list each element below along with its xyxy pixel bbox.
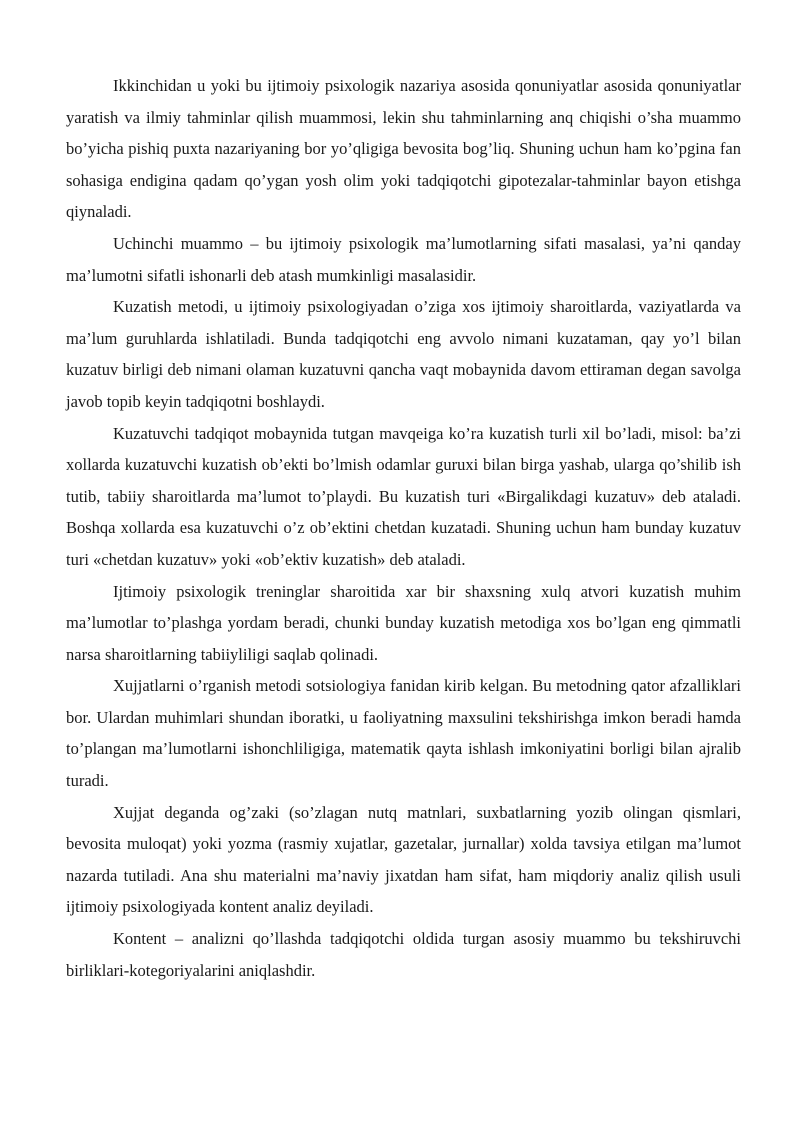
paragraph-4: Kuzatuvchi tadqiqot mobaynida tutgan mavqeiga ko’ra kuzatish turli xil bo’ladi, misol: ba’zi xollarda kuzatuvchi kuzatish ob’ekti bo’lmish odamlar guruxi bilan birga yashab, ularga qo’shilib ish tutib, tabiiy sharoitlarda ma’lumot to’playdi. Bu kuzatish turi «Birgalikdagi kuzatuv» deb ataladi. Boshqa xollarda esa kuzatuvchi o’z ob’ektini chetdan kuzatadi. Shuning uchun ham bunday kuzatuv turi «chetdan kuzatuv» yoki «ob’ektiv kuzatish» deb ataladi. [66, 423, 741, 569]
paragraph-1: Ikkinchidan u yoki bu ijtimoiy psixologik nazariya asosida qonuniyatlar asosida qonuniyatlar yaratish va ilmiy tahminlar qilish muammosi, lekin shu tahminlarning anq chiqishi o’sha muammo bo’yicha pishiq puxta nazariyaning bor yo’qligiga bevosita bog’liq. Shuning uchun ham ko’pgina fan sohasiga endigina qadam qo’ygan yosh olim yoki tadqiqotchi gipotezalar-tahminlar bayon etishga qiynaladi. [66, 76, 741, 222]
paragraph-5: Ijtimoiy psixologik treninglar sharoitida xar bir shaxsning xulq atvori kuzatish muhim ma’lumotlar to’plashga yordam beradi, chunki bunday kuzatish metodiga xos bo’lgan eng qimmatli narsa sharoitlarning tabiiyliligi saqlab qolinadi. [66, 581, 741, 664]
paragraph-3: Kuzatish metodi, u ijtimoiy psixologiyadan o’ziga xos ijtimoiy sharoitlarda, vaziyatlarda va ma’lum guruhlarda ishlatiladi. Bunda tadqiqotchi eng avvolo nimani kuzataman, qay yo’l bilan kuzatuv birligi deb nimani olaman kuzatuvni qancha vaqt mobaynida davom ettiraman degan savolga javob topib keyin tadqiqotni boshlaydi. [66, 297, 741, 411]
paragraph-2: Uchinchi muammo – bu ijtimoiy psixologik ma’lumotlarning sifati masalasi, ya’ni qanday ma’lumotni sifatli ishonarli deb atash mumkinligi masalasidir. [66, 233, 741, 285]
paragraph-6: Xujjatlarni o’rganish metodi sotsiologiya fanidan kirib kelgan. Bu metodning qator afzalliklari bor. Ulardan muhimlari shundan iboratki, u faoliyatning maxsulini tekshirishga imkon beradi hamda to’plangan ma’lumotlarni ishonchliligiga, matematik qayta ishlash imkoniyatini borligi bilan ajralib turadi. [66, 676, 741, 791]
document-body [66, 70, 741, 986]
paragraph-8: Kontent – analizni qo’llashda tadqiqotchi oldida turgan asosiy muammo bu tekshiruvchi birliklari-kotegoriyalarini aniqlashdir. [66, 929, 741, 980]
paragraph-7: Xujjat deganda og’zaki (so’zlagan nutq matnlari, suxbatlarning yozib olingan qismlari, bevosita muloqat) yoki yozma (rasmiy xujatlar, gazetalar, jurnallar) xolda tavsiya etilgan ma’lumot nazarda tutiladi. Ana shu materialni ma’naviy jixatdan ham sifat, ham miqdoriy analiz qilish usuli ijtimoiy psixologiyada kontent analiz deyiladi. [66, 802, 741, 917]
